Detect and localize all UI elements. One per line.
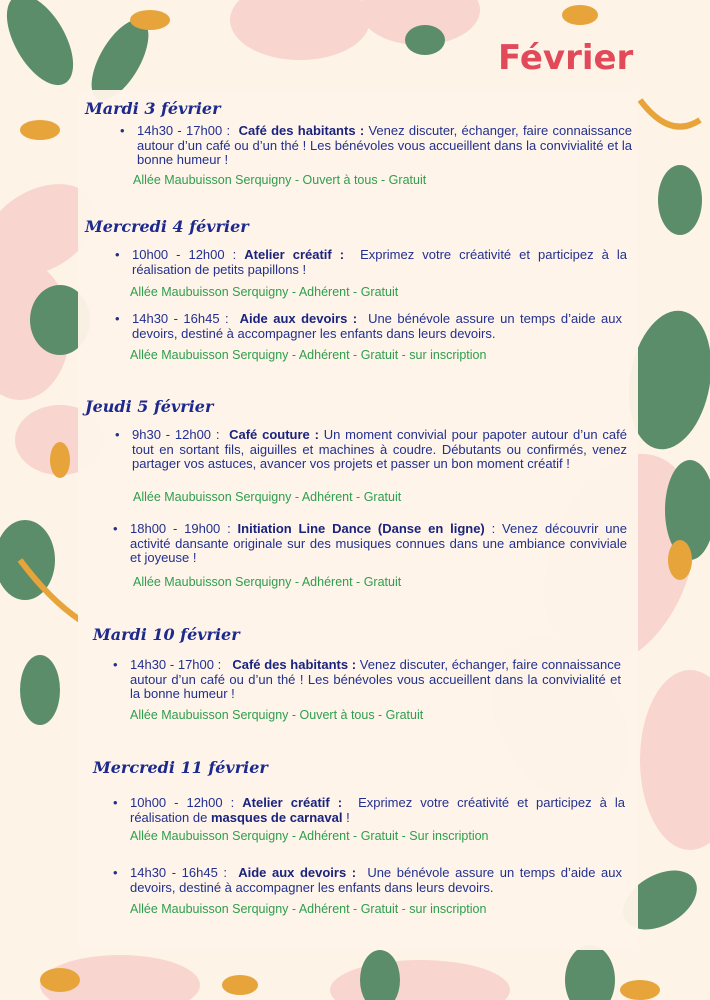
bullet-icon: • bbox=[115, 247, 120, 262]
event-location: Allée Maubuisson Serquigny - Adhérent - Gratuit - Sur inscription bbox=[130, 829, 489, 843]
bullet-icon: • bbox=[113, 657, 118, 672]
bullet-icon: • bbox=[115, 311, 120, 326]
day-heading: Mercredi 4 février bbox=[85, 217, 249, 236]
day-heading: Mardi 10 février bbox=[93, 625, 240, 644]
event-item: • 14h30 - 16h45 : Aide aux devoirs : Une bénévole assure un temps d’aide aux devoirs, destiné à accompagner les enfants dans leurs devoirs. bbox=[113, 865, 623, 895]
event-location: Allée Maubuisson Serquigny - Adhérent - Gratuit - sur inscription bbox=[130, 902, 487, 916]
bullet-icon: • bbox=[115, 427, 120, 442]
event-item: • 14h30 - 17h00 : Café des habitants : Venez discuter, échanger, faire connaissance autour d’un café ou d’un thé ! Les bénévoles vous accueillent dans la convivialité et la bonne humeur ! bbox=[120, 123, 633, 167]
event-location: Allée Maubuisson Serquigny - Ouvert à tous - Gratuit bbox=[130, 708, 424, 722]
event-location: Allée Maubuisson Serquigny - Adhérent - Gratuit bbox=[130, 285, 399, 299]
event-item: • 14h30 - 16h45 : Aide aux devoirs : Une bénévole assure un temps d’aide aux devoirs, destiné à accompagner les enfants dans leurs devoirs. bbox=[115, 311, 623, 341]
event-location: Allée Maubuisson Serquigny - Adhérent - Gratuit - sur inscription bbox=[130, 348, 487, 362]
bullet-icon: • bbox=[113, 865, 118, 880]
event-location: Allée Maubuisson Serquigny - Adhérent - Gratuit bbox=[133, 575, 402, 589]
event-item: • 14h30 - 17h00 : Café des habitants : Venez discuter, échanger, faire connaissance autour d’un café ou d’un thé ! Les bénévoles vous accueillent dans la convivialité et la bonne humeur ! bbox=[113, 657, 621, 701]
event-item: • 10h00 - 12h00 : Atelier créatif : Exprimez votre créativité et participez à la réalisation de masques de carnaval ! bbox=[113, 795, 625, 825]
day-heading: Mercredi 11 février bbox=[93, 758, 268, 777]
day-heading: Mardi 3 février bbox=[85, 99, 221, 118]
event-item: • 10h00 - 12h00 : Atelier créatif : Exprimez votre créativité et participez à la réalisation de petits papillons ! bbox=[115, 247, 627, 277]
bullet-icon: • bbox=[113, 521, 118, 536]
bullet-icon: • bbox=[120, 123, 125, 138]
event-location: Allée Maubuisson Serquigny - Adhérent - Gratuit bbox=[133, 490, 402, 504]
bullet-icon: • bbox=[113, 795, 118, 810]
event-location: Allée Maubuisson Serquigny - Ouvert à tous - Gratuit bbox=[133, 173, 427, 187]
event-item: • 18h00 - 19h00 : Initiation Line Dance (Danse en ligne) : Venez découvrir une activité dansante originale sur des musiques connues dans une ambiance conviviale et joyeuse ! bbox=[113, 521, 627, 565]
month-title: Février bbox=[498, 38, 634, 78]
day-heading: Jeudi 5 février bbox=[85, 397, 214, 416]
event-item: • 9h30 - 12h00 : Café couture : Un moment convivial pour papoter autour d’un café tout en sortant fils, aiguilles et machines à coudre. Débutants ou confirmés, venez partager vos astuces, avancer vos projets et passer un bon moment créatif ! bbox=[115, 427, 627, 471]
